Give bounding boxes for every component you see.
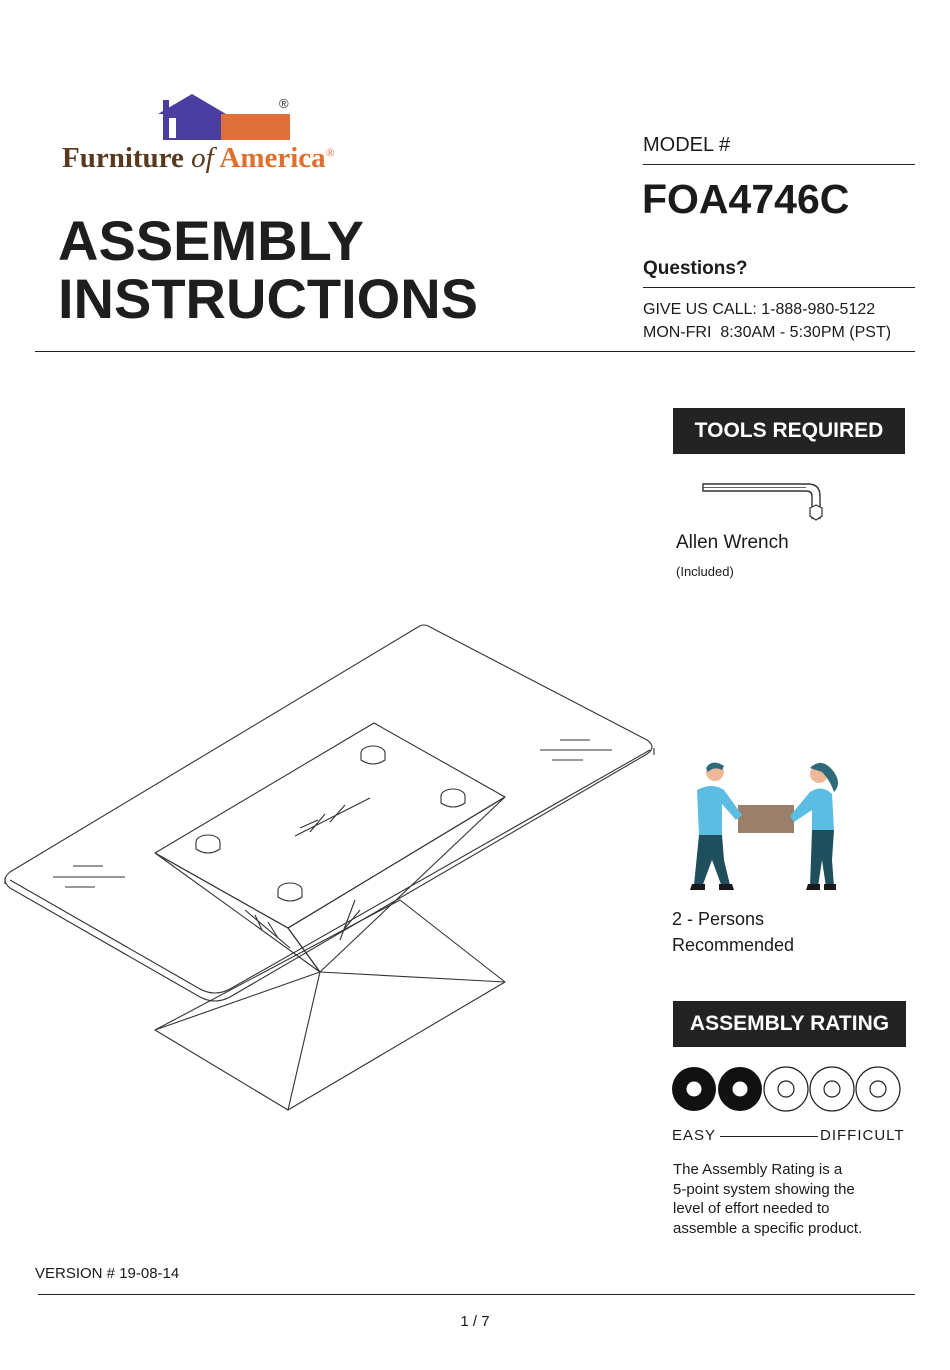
- glass-top-outline: [5, 625, 652, 1001]
- version-label: VERSION # 19-08-14: [35, 1265, 180, 1282]
- model-divider: [643, 164, 915, 165]
- tool-name: Allen Wrench: [676, 532, 789, 553]
- rating-circles: [671, 1065, 905, 1115]
- two-persons-carrying-icon: [672, 760, 872, 895]
- pad-3: [196, 835, 220, 853]
- pad-2: [441, 789, 465, 807]
- persons-line-2: Recommended: [672, 935, 795, 955]
- tools-required-badge: TOOLS REQUIRED: [673, 408, 905, 454]
- title-line-1: ASSEMBLY: [58, 209, 365, 272]
- rating-circle-4: [810, 1067, 854, 1111]
- rating-scale: [672, 1127, 906, 1147]
- brand-logo: [60, 92, 360, 182]
- persons-line-1: 2 - Persons: [672, 909, 765, 929]
- rating-circle-5: [856, 1067, 900, 1111]
- model-number: FOA4746C: [642, 176, 850, 222]
- model-label: MODEL #: [643, 134, 731, 156]
- rating-circle-1: [672, 1067, 716, 1111]
- header-divider: [35, 351, 915, 352]
- rating-scale-line: [720, 1136, 818, 1137]
- rating-circle-2: [718, 1067, 762, 1111]
- rating-description: The Assembly Rating is a 5-point system showing the level of effort needed to assemble a specific product.: [673, 1161, 863, 1237]
- rating-difficult-label: DIFFICULT: [820, 1127, 905, 1144]
- registered-mark: ®: [279, 96, 289, 111]
- assembly-rating-badge: ASSEMBLY RATING: [673, 1001, 906, 1047]
- pad-4: [278, 883, 302, 901]
- tool-note: (Included): [676, 564, 734, 579]
- brand-name: Furniture of America®: [62, 142, 335, 174]
- questions-divider: [643, 287, 915, 288]
- page-title: [58, 209, 478, 330]
- house-logo-icon: [60, 92, 360, 144]
- pad-1: [361, 746, 385, 764]
- rating-easy-label: EASY: [672, 1127, 717, 1144]
- questions-heading: Questions?: [643, 258, 748, 279]
- coffee-table-illustration: [0, 610, 670, 1130]
- contact-hours: MON-FRI 8:30AM - 5:30PM (PST): [643, 324, 892, 341]
- contact-phone: GIVE US CALL: 1-888-980-5122: [643, 301, 876, 318]
- base-upper-left-face: [155, 853, 320, 972]
- allen-wrench-icon: [700, 478, 830, 523]
- footer-divider: [38, 1294, 915, 1295]
- title-line-2: INSTRUCTIONS: [58, 267, 478, 330]
- rating-circle-3: [764, 1067, 808, 1111]
- page-number: 1 / 7: [460, 1313, 490, 1330]
